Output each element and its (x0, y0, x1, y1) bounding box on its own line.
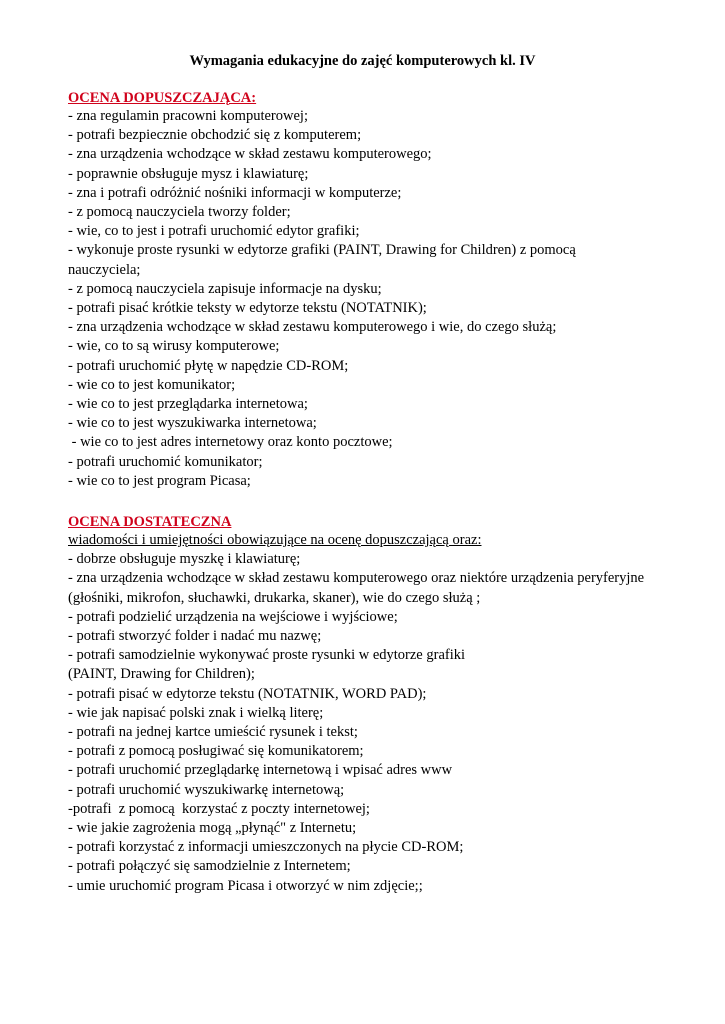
list-item: - wie co to jest komunikator; (68, 376, 236, 393)
list-item: - zna urządzenia wchodzące w skład zestawu komputerowego; (68, 146, 432, 163)
list-item: nauczyciela; (68, 261, 141, 278)
list-item: - potrafi korzystać z informacji umieszczonych na płycie CD-ROM; (68, 839, 464, 856)
list-item: - potrafi samodzielnie wykonywać proste rysunki w edytorze grafiki (68, 647, 466, 664)
list-item: - zna urządzenia wchodzące w skład zestawu komputerowego i wie, do czego służą; (68, 319, 557, 336)
list-item: - wykonuje proste rysunki w edytorze grafiki (PAINT, Drawing for Children) z pomocą (68, 242, 576, 259)
list-item: - wie, co to jest i potrafi uruchomić edytor grafiki; (68, 223, 360, 240)
section-heading: OCENA DOPUSZCZAJĄCA: (68, 90, 257, 106)
section-heading: OCENA DOSTATECZNA (68, 514, 232, 530)
list-item: - potrafi stworzyć folder i nadać mu nazwę; (68, 628, 322, 644)
list-item: -potrafi z pomocą korzystać z poczty internetowej; (68, 800, 370, 817)
list-item: - potrafi uruchomić komunikator; (68, 453, 263, 470)
list-item: - wie co to jest program Picasa; (68, 472, 251, 489)
list-item: - potrafi bezpiecznie obchodzić się z komputerem; (68, 127, 362, 144)
list-item: - wie jak napisać polski znak i wielką literę; (68, 704, 324, 721)
document-title: Wymagania edukacyjne do zajęć komputerowych kl. IV (189, 53, 536, 69)
list-item: - wie, co to są wirusy komputerowe; (68, 338, 280, 355)
list-item: - potrafi pisać w edytorze tekstu (NOTATNIK, WORD PAD); (68, 685, 427, 702)
list-item: - potrafi z pomocą posługiwać się komunikatorem; (68, 743, 364, 760)
list-item: (głośniki, mikrofon, słuchawki, drukarka, skaner), wie do czego służą ; (68, 589, 481, 606)
section-ocena-dostateczna (68, 513, 668, 896)
list-item: - potrafi uruchomić wyszukiwarkę internetową; (68, 781, 345, 798)
list-item: - wie jakie zagrożenia mogą „płynąć" z Internetu; (68, 820, 357, 837)
requirements-list (68, 107, 668, 491)
list-item: - potrafi podzielić urządzenia na wejściowe i wyjściowe; (68, 608, 398, 625)
list-item: - zna regulamin pracowni komputerowej; (68, 108, 308, 124)
section-ocena-dopuszczajaca (68, 89, 668, 491)
list-item: - wie co to jest przeglądarka internetowa; (68, 396, 308, 413)
list-item: - umie uruchomić program Picasa i otworzyć w nim zdjęcie;; (68, 877, 423, 894)
list-item: - poprawnie obsługuje mysz i klawiaturę; (68, 165, 309, 182)
list-item: - potrafi na jednej kartce umieścić rysunek i tekst; (68, 724, 358, 741)
list-item: - zna urządzenia wchodzące w skład zestawu komputerowego oraz niektóre urządzenia peryferyjne (68, 570, 645, 587)
list-item: - wie co to jest adres internetowy oraz konto pocztowe; (68, 434, 393, 451)
list-item: - dobrze obsługuje myszkę i klawiaturę; (68, 551, 301, 568)
list-item: - zna i potrafi odróżnić nośniki informacji w komputerze; (68, 184, 402, 201)
list-item: - potrafi pisać krótkie teksty w edytorze tekstu (NOTATNIK); (68, 300, 427, 317)
list-item: (PAINT, Drawing for Children); (68, 666, 255, 683)
list-item: - z pomocą nauczyciela zapisuje informacje na dysku; (68, 280, 382, 297)
list-item: - potrafi uruchomić przeglądarkę internetową i wpisać adres www (68, 762, 453, 779)
list-item: - potrafi uruchomić płytę w napędzie CD-ROM; (68, 357, 349, 374)
list-item: - potrafi połączyć się samodzielnie z Internetem; (68, 858, 351, 875)
list-item: - z pomocą nauczyciela tworzy folder; (68, 204, 291, 221)
section-intro: wiadomości i umiejętności obowiązujące na ocenę dopuszczającą oraz: (68, 532, 482, 548)
list-item: - wie co to jest wyszukiwarka internetowa; (68, 415, 317, 432)
requirements-list (68, 550, 668, 896)
